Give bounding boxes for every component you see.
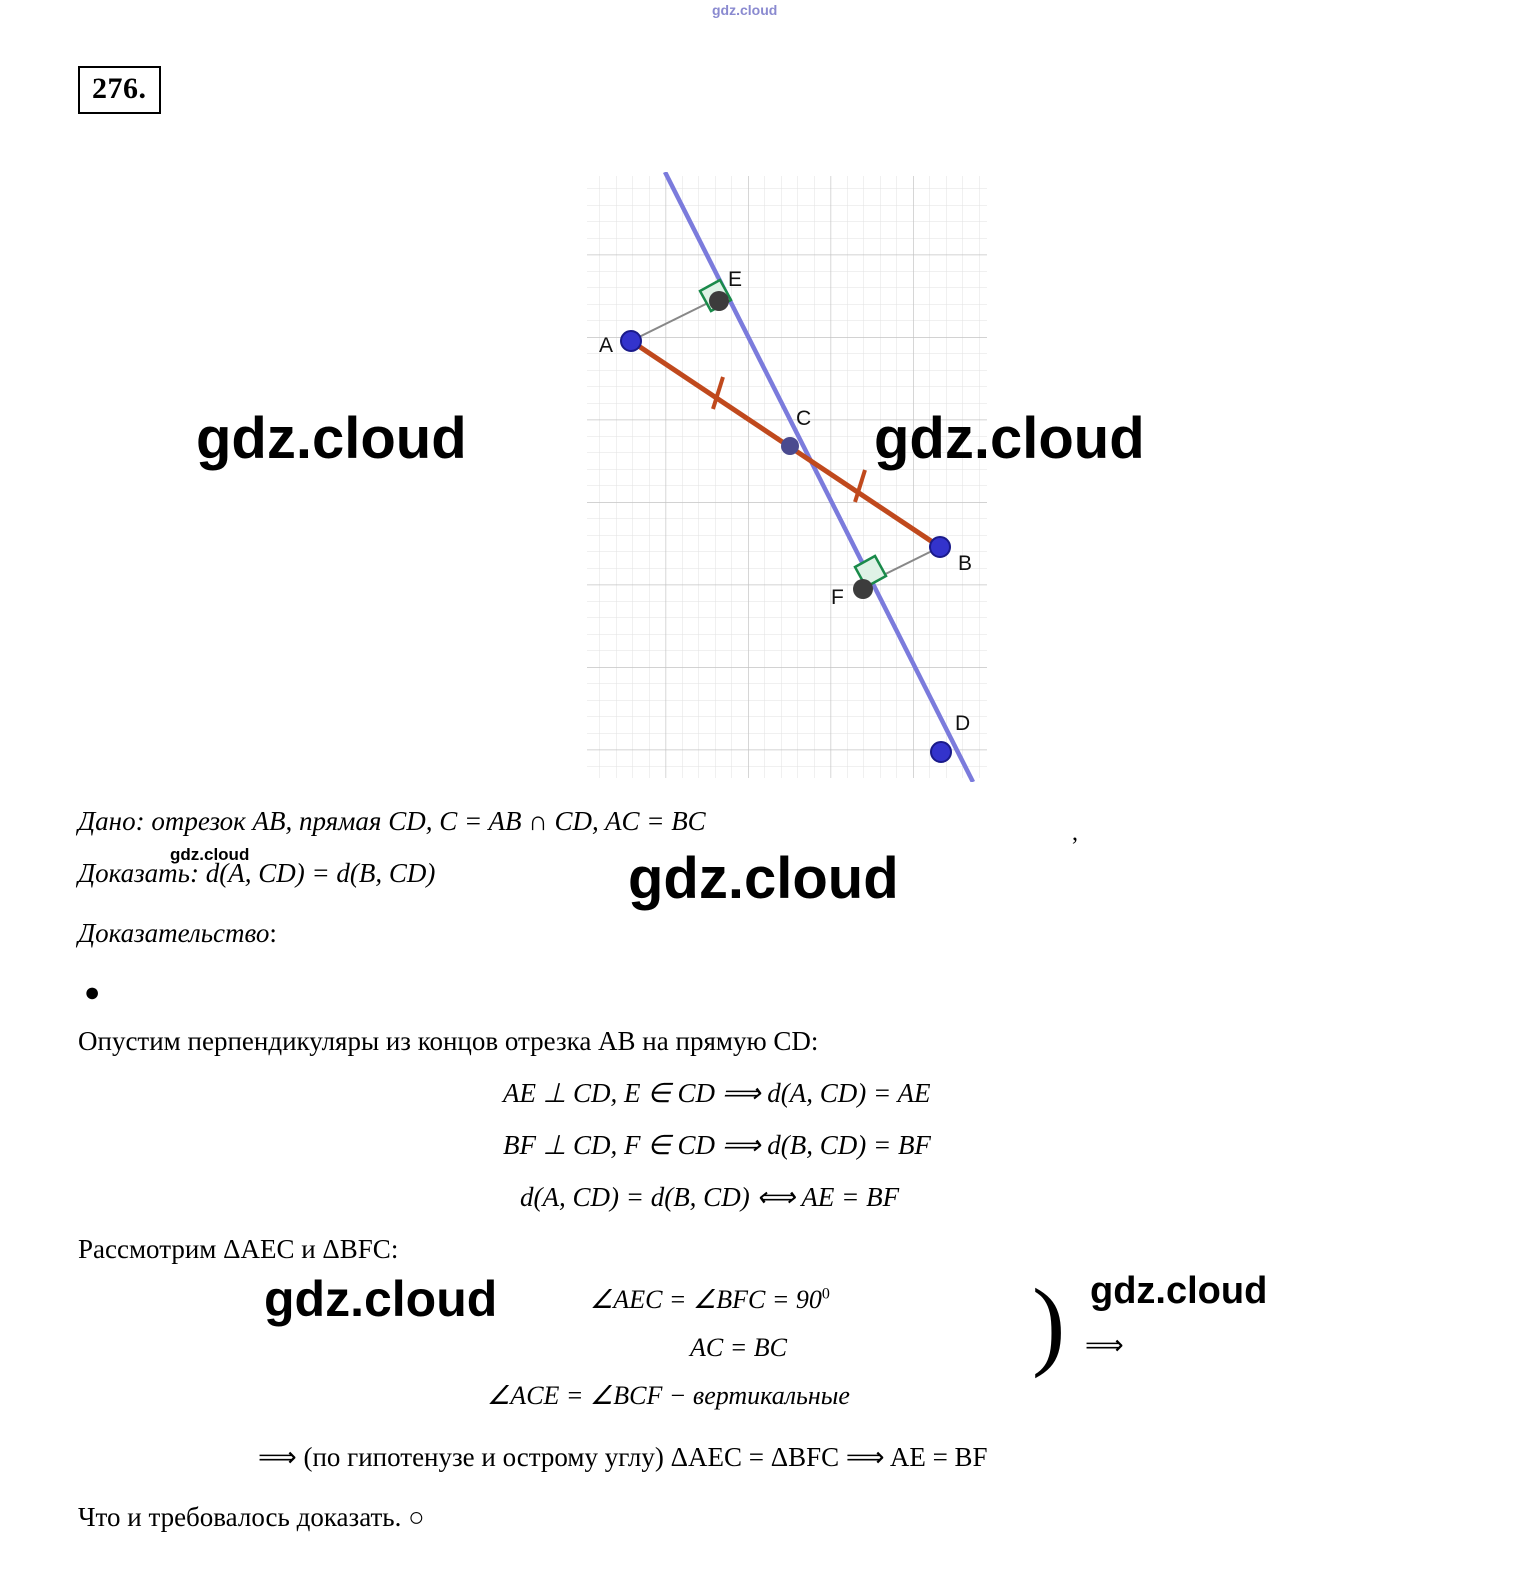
svg-text:B: B: [958, 552, 973, 575]
watermark-small: gdz.cloud: [170, 845, 250, 864]
watermark-left: gdz.cloud: [196, 406, 467, 471]
system-implies: ⟹: [1085, 1330, 1124, 1360]
equation-5: AC = BC: [690, 1333, 787, 1362]
watermark-right: gdz.cloud: [874, 406, 1145, 471]
equation-4: [590, 1285, 830, 1315]
given-line: [78, 806, 706, 837]
equation-2: BF ⊥ CD, F ∈ CD ⟹ d(B, CD) = BF: [503, 1130, 931, 1160]
exercise-number: 276.: [78, 66, 161, 114]
watermark-top: gdz.cloud: [712, 2, 778, 18]
proof-heading: [78, 918, 277, 949]
proof-bullet: ●: [84, 977, 101, 1007]
drop-perpendiculars-line: Опустим перпендикуляры из концов отрезка AB на прямую CD:: [78, 1026, 819, 1056]
consider-triangles-line: Рассмотрим ΔAEC и ΔBFC:: [78, 1234, 399, 1264]
equation-4-degree: 0: [821, 1285, 830, 1303]
proof-label: Доказательство: [78, 918, 270, 948]
svg-text:E: E: [728, 268, 743, 291]
qed-line: Что и требовалось доказать. ○: [78, 1502, 425, 1532]
svg-text:F: F: [831, 586, 844, 609]
given-text: : отрезок AB, прямая CD, C = AB ∩ CD, AC = BC: [135, 806, 706, 836]
svg-text:A: A: [599, 334, 614, 357]
equation-6: [487, 1381, 850, 1411]
svg-text:D: D: [955, 712, 971, 735]
svg-text:C: C: [796, 407, 812, 430]
prove-label: Доказать: [78, 858, 190, 888]
equation-1: AE ⊥ CD, E ∈ CD ⟹ d(A, CD) = AE: [503, 1078, 931, 1108]
prove-line: [78, 858, 435, 889]
geometry-figure: [583, 172, 1033, 782]
equation-6-text: ∠ACE = ∠BCF − вертикальные: [487, 1381, 850, 1410]
conclusion-line: ⟹ (по гипотенузе и острому углу) ΔAEC = ΔBFC ⟹ AE = BF: [258, 1442, 988, 1472]
system-brace: ): [1032, 1268, 1066, 1379]
proof-colon: :: [269, 918, 277, 948]
prove-text: : d(A, CD) = d(B, CD): [189, 858, 436, 888]
given-label: Дано: [78, 806, 136, 836]
equation-3: d(A, CD) = d(B, CD) ⟺ AE = BF: [520, 1182, 900, 1212]
watermark-middle: gdz.cloud: [628, 846, 899, 911]
watermark-lower-right: gdz.cloud: [1090, 1270, 1268, 1312]
watermark-lower-left: gdz.cloud: [264, 1271, 498, 1327]
stray-comma: ,: [1072, 820, 1078, 846]
equation-4-main: ∠AEC = ∠BFC = 90: [590, 1285, 822, 1314]
